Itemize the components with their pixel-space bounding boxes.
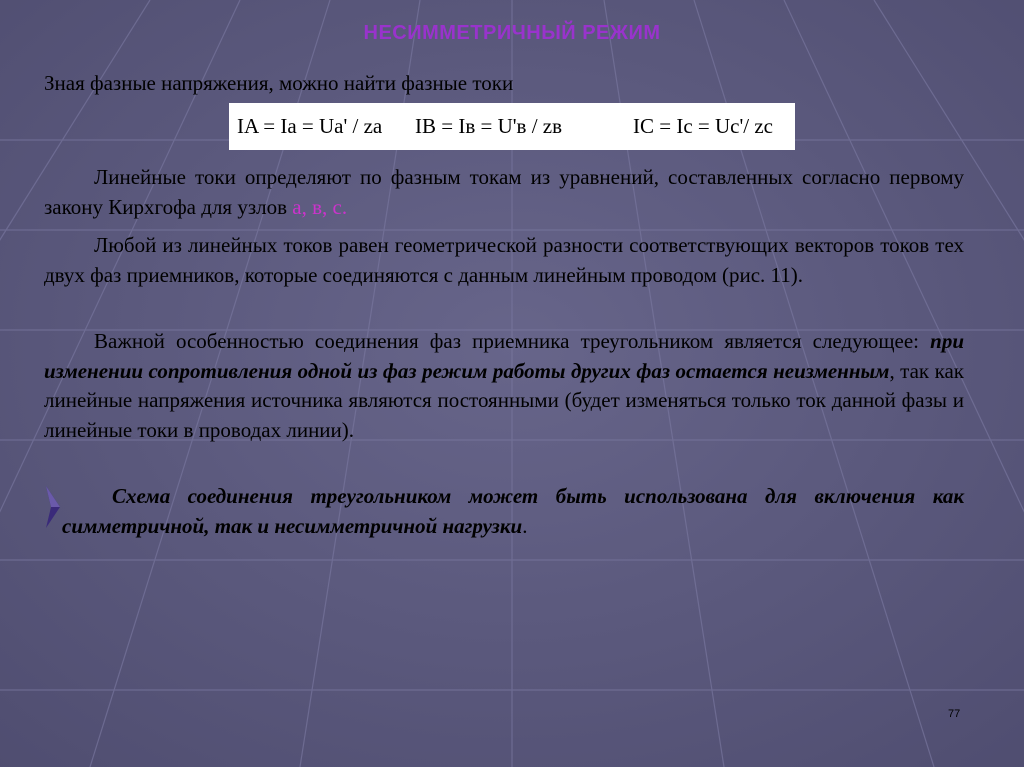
paragraph-conclusion-text: Схема соединения треугольником может быть использована для включения как симметричной, так и несимметричной нагрузки — [62, 484, 964, 538]
formula-phase-b: IB = Iв = U'в / zв — [415, 114, 563, 138]
page-number: 77 — [948, 708, 961, 720]
paragraph-vector-difference — [44, 231, 964, 290]
formula-box — [229, 103, 795, 150]
paragraph-delta-feature-start: Важной особенностью соединения фаз приемника треугольником является следующее: — [94, 329, 931, 353]
paragraph-vector-difference-text: Любой из линейных токов равен геометрической разности соответствующих векторов токов тех двух фаз приемников, которые соединяются с данным линейным проводом (рис. 11). — [44, 233, 964, 287]
paragraph-conclusion-end: . — [522, 513, 528, 538]
bullet-arrow-icon — [44, 484, 62, 530]
paragraph-conclusion — [62, 482, 964, 541]
paragraph-delta-feature-end: , так как линейные напряжения источника являются постоянными (будет изменяться только ток данной фазы и линейные токи в проводах линии). — [44, 358, 964, 442]
paragraph-delta-feature — [44, 327, 964, 445]
formula-phase-a: IA = Ia = Ua' / za — [237, 114, 383, 138]
slide-title: НЕСИММЕТРИЧНЫЙ РЕЖИМ — [363, 22, 661, 44]
paragraph-kirchhoff — [44, 163, 964, 222]
paragraph-kirchhoff-text: Линейные токи определяют по фазным токам из уравнений, составленных согласно первому закону Кирхгофа для узлов — [44, 165, 964, 219]
formula-phase-c: IC = Ic = Uc'/ zc — [633, 114, 773, 138]
intro-line: Зная фазные напряжения, можно найти фазные токи — [44, 71, 514, 95]
paragraph-delta-feature-emphasis: при изменении сопротивления одной из фаз режим работы других фаз остается неизменным — [44, 329, 964, 383]
nodes-label: а, в, с. — [292, 194, 348, 219]
